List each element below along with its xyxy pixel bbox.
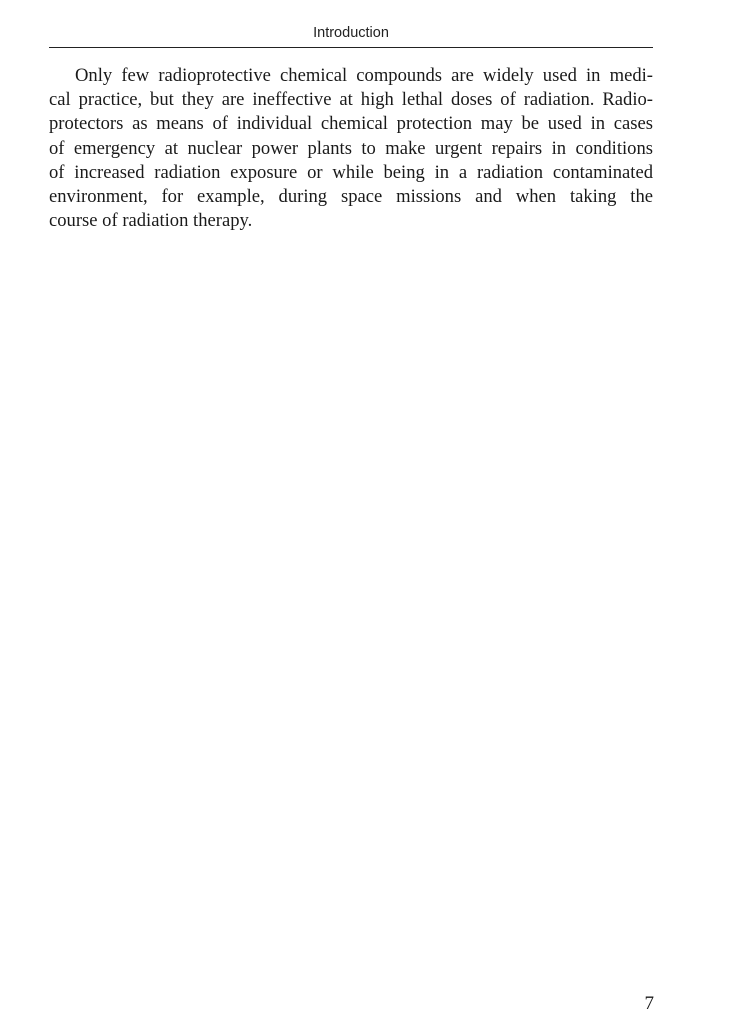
header-title: Introduction xyxy=(313,25,389,41)
paragraph-line: protectors as means of individual chemical protection may be used in cases xyxy=(49,113,653,135)
paragraph-line: environment, for example, during space missions and when taking the xyxy=(49,186,653,208)
body-paragraph xyxy=(49,64,653,233)
paragraph-line: Only few radioprotective chemical compounds are widely used in medi- xyxy=(75,65,653,86)
paragraph-line: of increased radiation exposure or while being in a radiation contaminated xyxy=(49,161,653,183)
paragraph-line: course of radiation therapy. xyxy=(49,210,253,232)
page-number: 7 xyxy=(644,993,654,1014)
paragraph-line: cal practice, but they are ineffective at high lethal doses of radiation. Radio- xyxy=(49,89,653,111)
paragraph-line: of emergency at nuclear power plants to make urgent repairs in conditions xyxy=(49,137,653,159)
running-header xyxy=(49,24,653,48)
